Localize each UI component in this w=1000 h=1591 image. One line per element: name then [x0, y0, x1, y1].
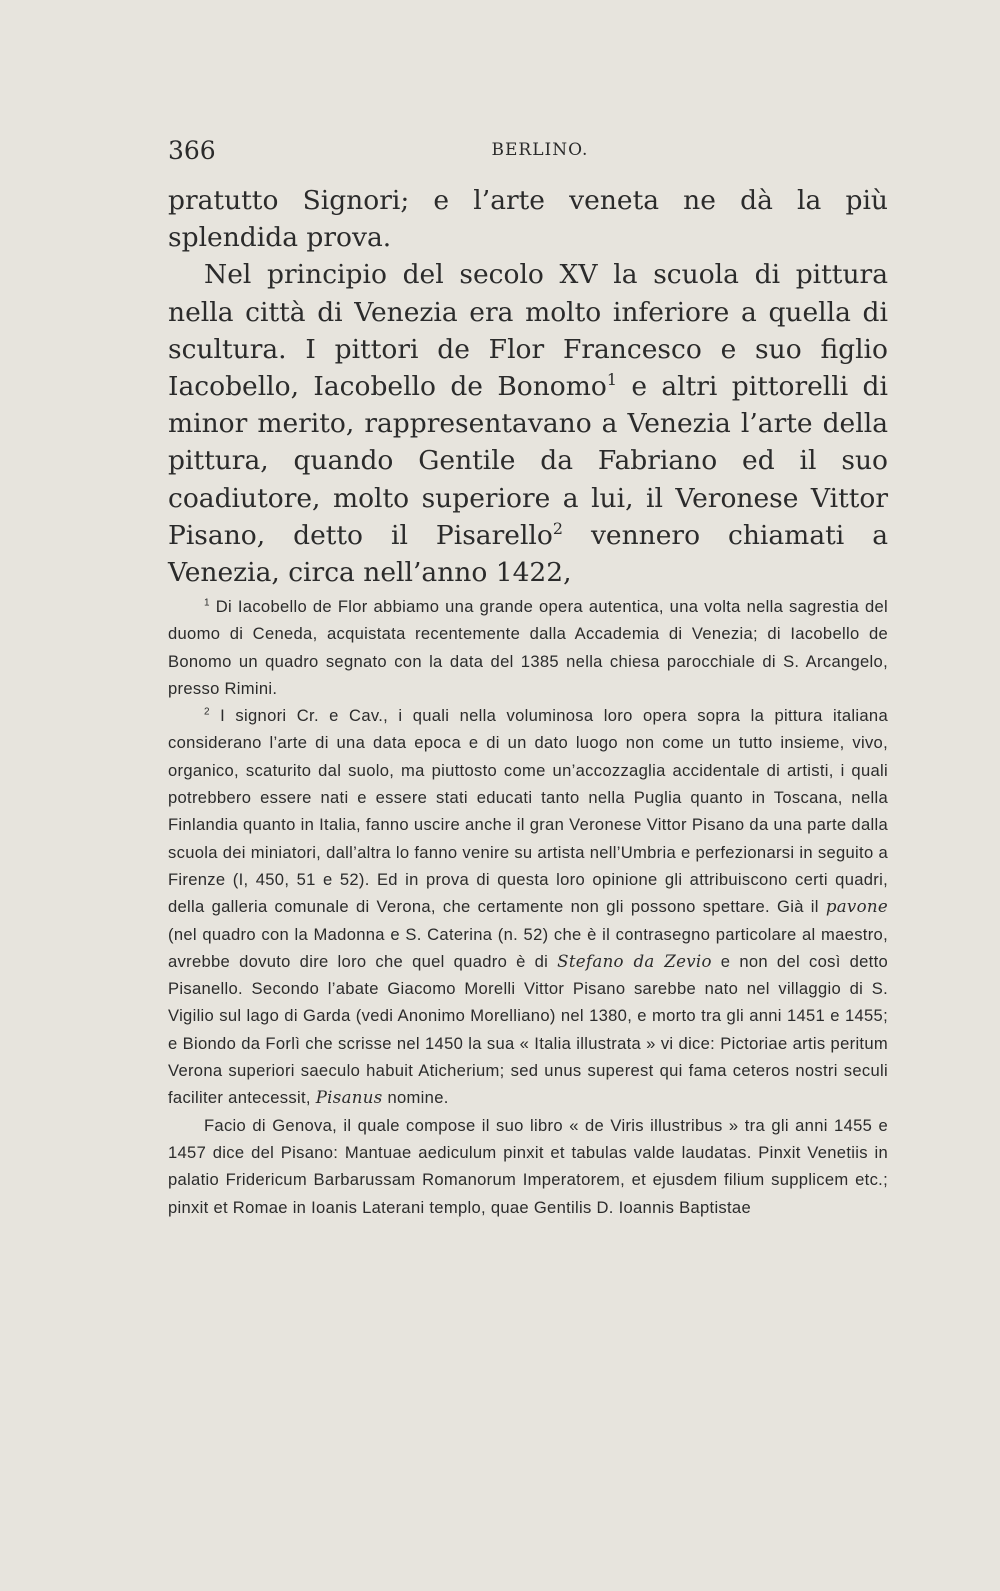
running-head: BERLINO. [491, 140, 589, 160]
footnote-1: $^1$ Di Iacobello de Flor abbiamo una grande opera autentica, una volta nella sagrestia del duomo di Ceneda, acquistata recentemente dalla Accademia di Venezia; di Iacobello de Bonomo un quadro segnato con la data del 1385 nella chiesa parocchiale di S. Arcangelo, presso Rimini. [168, 597, 888, 698]
page-number: 366 [168, 136, 216, 165]
footnote-ref-2: 2 [552, 519, 563, 538]
italic-pisanus: Pisanus [315, 1088, 383, 1108]
footnote-mark-2: 2 [204, 706, 210, 718]
footnote-2: $^2$ I signori Cr. e Cav., i quali nella voluminosa loro opera sopra la pittura italiana considerano l’arte di una data epoca e di un dato luogo non come un tutto insieme, vivo, organico, scaturito dal suolo, ma piuttosto come un’accozzaglia accidentale di artisti, i quali potrebbero essere nati e essere stati educati tanto nella Puglia quanto in Toscana, nella Finlandia quanto in Italia, fanno uscire anche il gran Veronese Vittor Pisano da una parte dalla scuola dei miniatori, dall’altra lo fanno venire su artista nell’Umbria e perfezionarsi in seguito a Firenze (I, 450, 51 e 52). Ed in prova di questa loro opinione gli attribuiscono certi quadri, della galleria comunale di Verona, che certamente non gli possono spettare. Già il pavone (nel quadro con la Madonna e S. Caterina (n. 52) che è il contrasegno particolare al maestro, avrebbe dovuto dire loro che quel quadro è di Stefano da Zevio e non del così detto Pisanello. Secondo l’abate Giacomo Morelli Vittor Pisano sarebbe nato nel villaggio di S. Vigilio sul lago di Garda (vedi Anonimo Morelliano) nel 1380, e morto tra gli anni 1451 e 1455; e Biondo da Forlì che scrisse nel 1450 la sua « Italia illustrata » vi dice: Pictoriae artis peritum Verona superiori saeculo habuit Aticherium; sed unus superest qui fama ceteros nostri seculi faciliter antecessit, Pisanus nomine. [168, 706, 889, 1108]
footnote-ref-1: 1 [606, 370, 617, 390]
main-text [168, 182, 888, 591]
paragraph-2: Nel principio del secolo XV la scuola di pittura nella città di Venezia era molto inferiore a quella di scultura. I pittori de Flor Francesco e suo figlio Iacobello, Iacobello de Bonomo$^1$ e altri pittorelli di minor merito, rappresentavano a Venezia l’arte della pittura, quando Gentile da Fabriano ed il suo coadiutore, molto superiore a lui, il Veronese Vittor Pisano, detto il Pisarello$^2$ vennero chiamati a Venezia, circa nell’anno 1422, [168, 259, 888, 589]
italic-pavone: pavone [825, 897, 888, 917]
italic-stefano-da-zevio: Stefano da Zevio [557, 951, 712, 971]
page-header [168, 130, 872, 170]
paragraph-1: pratutto Signori; e l’arte veneta ne dà la più splendida prova. [168, 185, 888, 254]
footnotes [168, 593, 888, 1221]
footnote-2-continued: Facio di Genova, il quale compose il suo libro « de Viris illustribus » tra gli anni 1455 e 1457 dice del Pisano: Mantuae aediculum pinxit et tabulas valde laudatas. Pinxit Venetiis in palatio Fridericum Barbarussam Romanorum Imperatorem, et ejusdem filium supplicem etc.; pinxit et Romae in Ioanis Laterani templo, quae Gentilis D. Ioannis Baptistae [168, 1115, 888, 1217]
footnote-mark-1: 1 [204, 597, 210, 609]
